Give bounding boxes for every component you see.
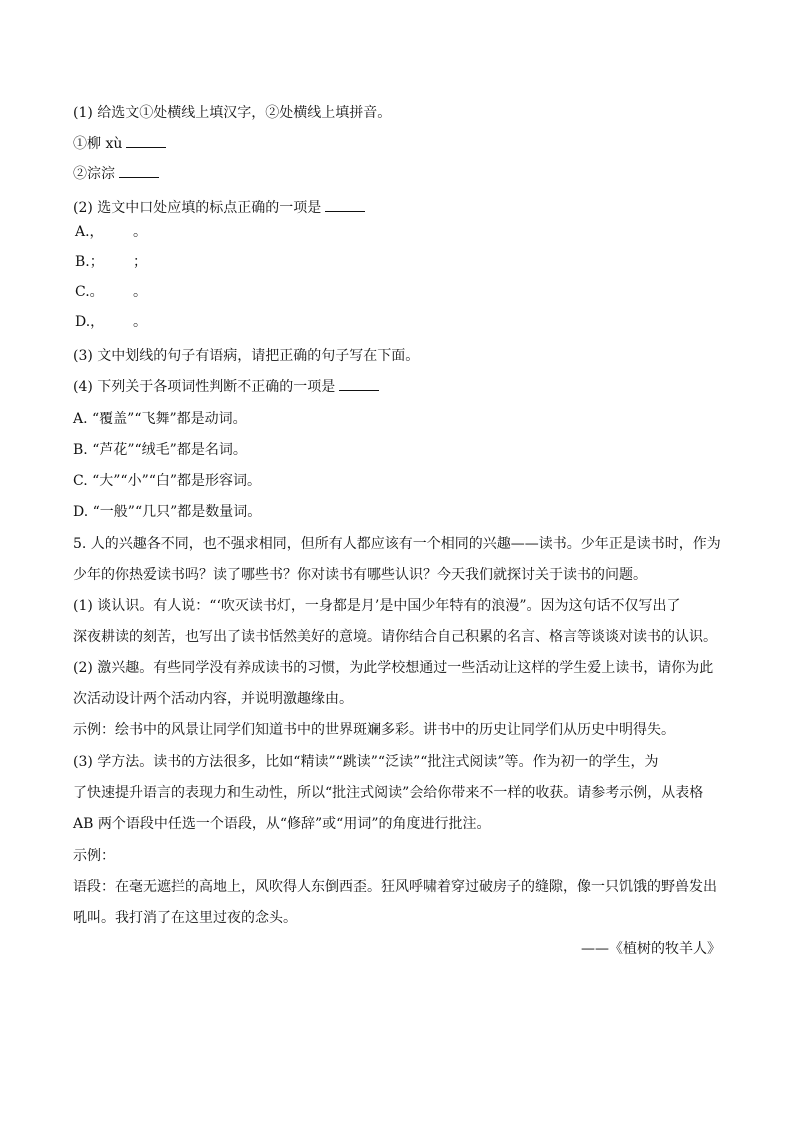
q4-sub3-prompt: (3) 文中划线的句子有语病，请把正确的句子写在下面。 [73,348,420,364]
answer-blank [339,377,379,391]
q4-sub4-prompt-text: (4) 下列关于各项词性判断不正确的一项是 [73,379,336,395]
option-label: C.。 [75,284,104,300]
q4-sub1-item1-text: ①柳 xù [73,136,123,152]
q5-sub2-line: (2) 激兴趣。有些同学没有养成读书的习惯，为此学校想通过一些活动让这样的学生爱上读书，请你为此 [73,660,714,676]
answer-blank [325,198,365,212]
option-label: A.， [75,224,104,240]
q4-sub1-item1 [73,134,166,154]
source-attribution: ——《植树的牧羊人》 [581,941,721,957]
q5-sub1-line: (1) 谈认识。有人说：“‘吹灭读书灯，一身都是月’是中国少年特有的浪漫”。因为这句话不仅写出了 [73,598,681,614]
option-mark: ； [133,254,147,270]
option-label: D.， [75,314,105,330]
q4-sub1-item2-text: ②淙淙 [73,166,115,182]
answer-blank [126,134,166,148]
q4-sub1-item2 [73,164,159,184]
q4-sub4-option-d: D. “一般”“几只”都是数量词。 [73,504,262,520]
q4-sub2-option-b [75,252,147,272]
q4-sub4-option-b: B. “芦花”“绒毛”都是名词。 [73,442,247,458]
q4-sub2-option-d [75,312,147,332]
q4-sub4-option-c: C. “大”“小”“白”都是形容词。 [73,473,262,489]
q5-sub3-line: AB 两个语段中任选一个语段，从“修辞”或“用词”的角度进行批注。 [73,816,491,832]
option-mark: 。 [133,224,147,240]
option-mark: 。 [133,284,147,300]
q5-intro-line: 少年的你热爱读书吗？读了哪些书？你对读书有哪些认识？今天我们就探讨关于读书的问题。 [73,567,647,583]
option-label: B.； [75,254,104,270]
q4-sub2-option-c [75,282,147,302]
q5-passage-line: 语段：在毫无遮拦的高地上，风吹得人东倒西歪。狂风呼啸着穿过破房子的缝隙，像一只饥饿的野兽发出 [73,879,717,895]
q4-sub4-prompt [73,377,379,397]
q4-sub2-prompt [73,198,365,218]
option-mark: 。 [133,314,147,330]
q5-sub3-line: 了快速提升语言的表现力和生动性，所以“批注式阅读”会给你带来不一样的收获。请参考示例，从表格 [73,785,704,801]
q5-intro-line: 5. 人的兴趣各不同，也不强求相同，但所有人都应该有一个相同的兴趣——读书。少年正是读书时，作为 [73,536,721,552]
q5-sub3-line: (3) 学方法。读书的方法很多，比如“精读”“跳读”“泛读”“批注式阅读”等。作为初一的学生，为 [73,754,659,770]
q5-passage-line: 吼叫。我打消了在这里过夜的念头。 [73,910,297,926]
answer-blank [119,164,159,178]
q4-sub2-option-a [75,222,147,242]
q4-sub2-prompt-text: (2) 选文中口处应填的标点正确的一项是 [73,200,322,216]
q4-sub4-option-a: A. “覆盖”“飞舞”都是动词。 [73,411,247,427]
q5-sub2-line: 次活动设计两个活动内容，并说明激趣缘由。 [73,691,353,707]
q4-sub1-prompt: (1) 给选文①处横线上填汉字，②处横线上填拼音。 [73,105,392,121]
q5-sub1-line: 深夜耕读的刻苦，也写出了读书恬然美好的意境。请你结合自己积累的名言、格言等谈谈对读书的认识。 [73,629,717,645]
q5-example-label: 示例： [73,848,115,864]
q5-example: 示例：绘书中的风景让同学们知道书中的世界斑斓多彩。讲书中的历史让同学们从历史中明得失。 [73,722,675,738]
